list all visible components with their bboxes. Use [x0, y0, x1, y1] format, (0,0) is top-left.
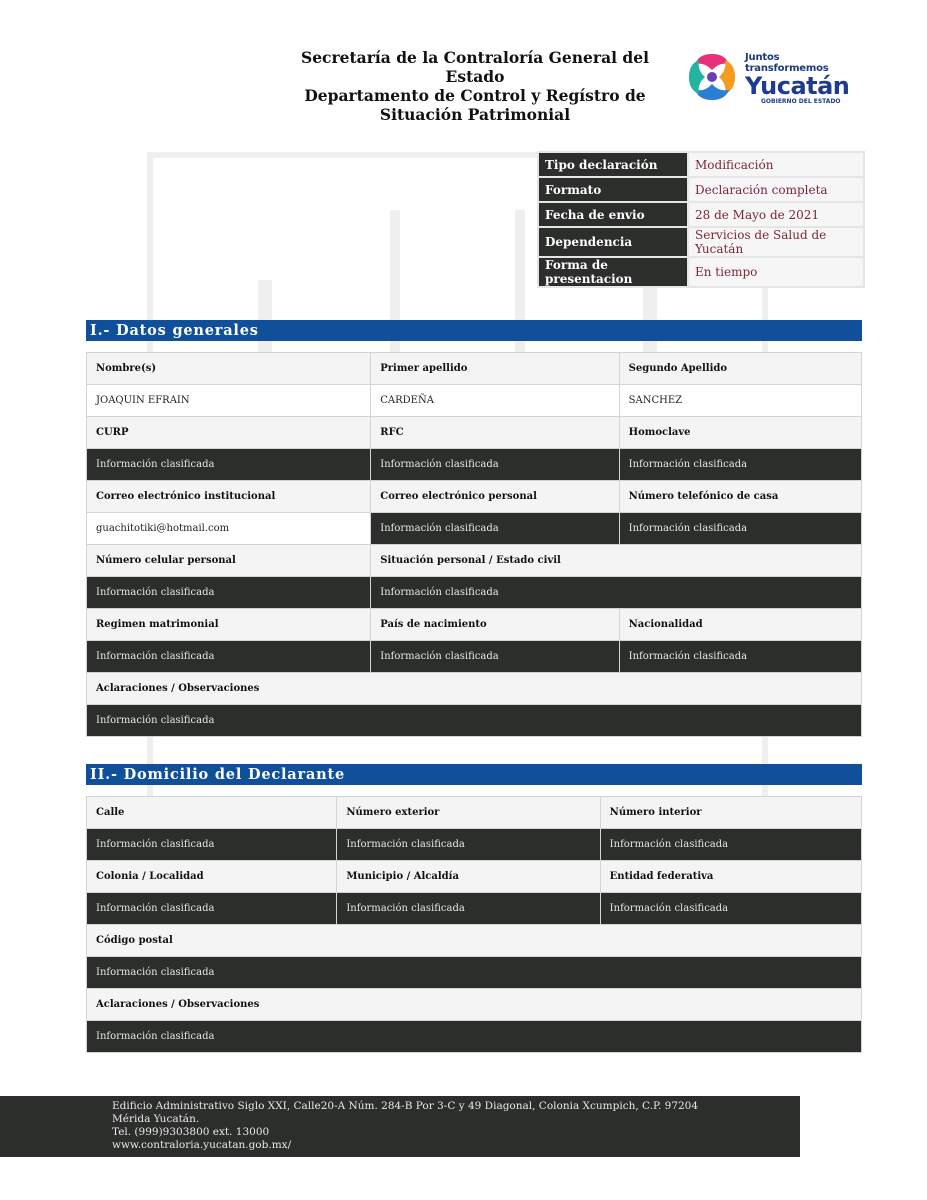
declaration-row	[539, 203, 863, 226]
declaration-label: Dependencia	[539, 228, 687, 256]
declaration-label: Forma de presentacion	[539, 258, 687, 286]
declaration-row	[539, 228, 863, 256]
footer-city: Mérida Yucatán.	[112, 1113, 200, 1125]
declaration-row	[539, 258, 863, 286]
field-value: Información clasificada	[371, 641, 618, 672]
field-label: Calle	[87, 797, 336, 828]
table-row	[87, 797, 861, 828]
field-label: Aclaraciones / Observaciones	[87, 673, 861, 704]
field-label: Correo electrónico personal	[371, 481, 618, 512]
table-row	[87, 705, 861, 736]
table-row	[87, 481, 861, 512]
header-title	[270, 48, 680, 124]
field-value: SANCHEZ	[620, 385, 861, 416]
field-value: Información clasificada	[371, 577, 861, 608]
section-title-datos-generales: I.- Datos generales	[86, 320, 862, 341]
field-value: Información clasificada	[87, 829, 336, 860]
field-value: Información clasificada	[371, 513, 618, 544]
table-row	[87, 385, 861, 416]
declaration-label: Formato	[539, 178, 687, 201]
field-label: Nombre(s)	[87, 353, 370, 384]
field-label: Segundo Apellido	[620, 353, 861, 384]
field-label: Municipio / Alcaldía	[337, 861, 599, 892]
section-title-domicilio: II.- Domicilio del Declarante	[86, 764, 862, 785]
table-row	[87, 449, 861, 480]
field-label: Entidad federativa	[601, 861, 861, 892]
table-row	[87, 513, 861, 544]
table-row	[87, 673, 861, 704]
field-value: Información clasificada	[87, 957, 861, 988]
field-value: Información clasificada	[87, 449, 370, 480]
field-label: Aclaraciones / Observaciones	[87, 989, 861, 1020]
logo-name: Yucatán	[745, 72, 850, 100]
logo-subtitle: GOBIERNO DEL ESTADO	[761, 98, 841, 105]
table-row	[87, 925, 861, 956]
header-title-line-1: Secretaría de la Contraloría General del Estado	[301, 48, 649, 86]
field-value: Información clasificada	[87, 705, 861, 736]
field-label: RFC	[371, 417, 618, 448]
declaration-row	[539, 178, 863, 201]
field-label: Colonia / Localidad	[87, 861, 336, 892]
table-row	[87, 641, 861, 672]
domicilio-grid	[86, 796, 862, 1053]
declaration-value: En tiempo	[689, 258, 863, 286]
declaration-value: 28 de Mayo de 2021	[689, 203, 863, 226]
field-value: Información clasificada	[620, 513, 861, 544]
declaration-value: Servicios de Salud de Yucatán	[689, 228, 863, 256]
declaration-label: Tipo declaración	[539, 153, 687, 176]
table-row	[87, 1021, 861, 1052]
field-value: Información clasificada	[620, 449, 861, 480]
field-label: Situación personal / Estado civil	[371, 545, 861, 576]
table-row	[87, 957, 861, 988]
field-value: Información clasificada	[87, 893, 336, 924]
header-title-line-2: Departamento de Control y Regístro de	[304, 86, 646, 105]
field-label: Código postal	[87, 925, 861, 956]
field-label: Homoclave	[620, 417, 861, 448]
field-value: Información clasificada	[337, 893, 599, 924]
table-row	[87, 829, 861, 860]
table-row	[87, 989, 861, 1020]
field-value: Información clasificada	[337, 829, 599, 860]
footer	[0, 1096, 800, 1157]
table-row	[87, 861, 861, 892]
field-label: Número interior	[601, 797, 861, 828]
field-value: Información clasificada	[601, 829, 861, 860]
field-label: Correo electrónico institucional	[87, 481, 370, 512]
declaration-value: Declaración completa	[689, 178, 863, 201]
field-value: CARDEÑA	[371, 385, 618, 416]
field-value: Información clasificada	[620, 641, 861, 672]
field-label: Número exterior	[337, 797, 599, 828]
table-row	[87, 577, 861, 608]
field-label: País de nacimiento	[371, 609, 618, 640]
table-row	[87, 353, 861, 384]
logo-emblem-icon	[685, 50, 739, 104]
declaration-value: Modificación	[689, 153, 863, 176]
table-row	[87, 609, 861, 640]
logo-tagline: Juntos transformemos	[745, 52, 829, 74]
field-label: Regimen matrimonial	[87, 609, 370, 640]
field-value: JOAQUIN EFRAIN	[87, 385, 370, 416]
field-label: CURP	[87, 417, 370, 448]
declaration-info-table	[537, 151, 865, 288]
footer-address: Edificio Administrativo Siglo XXI, Calle20-A Núm. 284-B Por 3-C y 49 Diagonal, Colonia Xcumpich, C.P. 97204	[112, 1100, 699, 1112]
field-value: Información clasificada	[601, 893, 861, 924]
field-value: Información clasificada	[87, 1021, 861, 1052]
field-value: Información clasificada	[87, 577, 370, 608]
field-label: Nacionalidad	[620, 609, 861, 640]
datos-generales-grid	[86, 352, 862, 737]
table-row	[87, 417, 861, 448]
field-label: Número telefónico de casa	[620, 481, 861, 512]
table-row	[87, 545, 861, 576]
field-value: Información clasificada	[371, 449, 618, 480]
footer-phone: Tel. (999)9303800 ext. 13000	[112, 1126, 270, 1138]
yucatan-logo	[685, 50, 860, 106]
footer-website: www.contraloria.yucatan.gob.mx/	[112, 1139, 292, 1151]
table-row	[87, 893, 861, 924]
declaration-label: Fecha de envio	[539, 203, 687, 226]
header-title-line-3: Situación Patrimonial	[379, 105, 571, 124]
field-label: Primer apellido	[371, 353, 618, 384]
field-value: Información clasificada	[87, 641, 370, 672]
field-label: Número celular personal	[87, 545, 370, 576]
field-value: guachitotiki@hotmail.com	[87, 513, 370, 544]
declaration-row	[539, 153, 863, 176]
